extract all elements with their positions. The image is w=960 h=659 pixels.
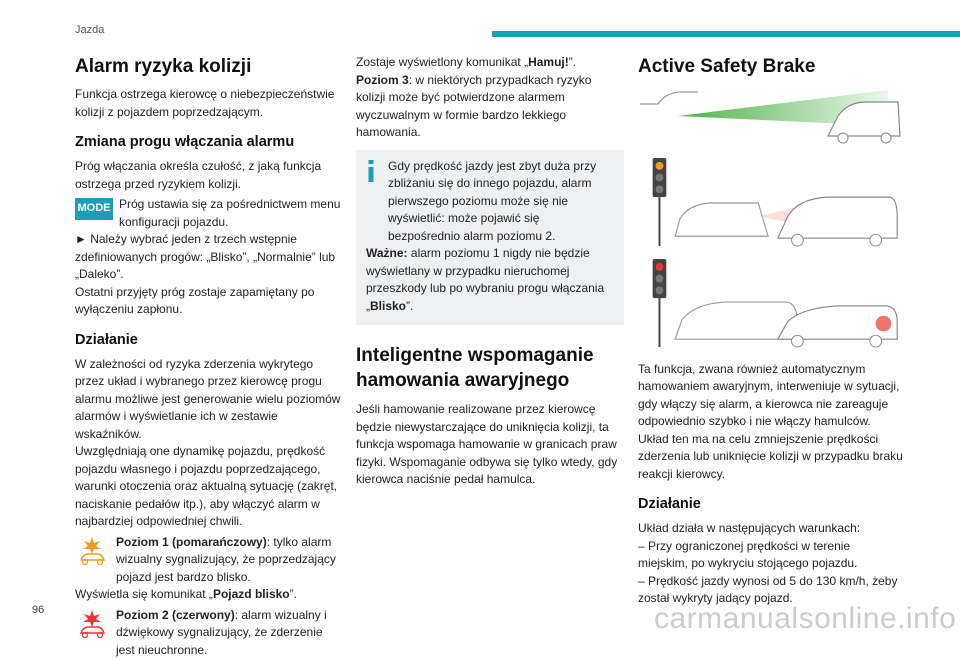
column-braking bbox=[356, 54, 624, 489]
paragraph: Układ działa w następujących warunkach: bbox=[638, 520, 903, 538]
illustration-warning-orange bbox=[638, 158, 904, 248]
info-icon bbox=[366, 160, 376, 182]
level2-text: Poziom 2 (czerwony): alarm wizualny i dźwiękowy sygnalizujący, że zderzenie jest nieuchronne. bbox=[116, 607, 343, 659]
section-title: Jazda bbox=[75, 24, 104, 36]
section-heading-brake-assist: Inteligentne wspomaganie hamowania awaryjnego bbox=[356, 343, 624, 393]
mode-instruction bbox=[75, 196, 343, 231]
page-number: 96 bbox=[32, 604, 44, 616]
paragraph: Ta funkcja, zwana również automatycznym hamowaniem awaryjnym, interweniuje w sytuacji, gdy włączy się alarm, a kierowca nie zareaguje odpowiednio szybko i nie włączy hamulców. bbox=[638, 361, 903, 431]
collision-alert-red-icon bbox=[75, 607, 109, 641]
paragraph: Układ ten ma na celu zmniejszenie prędkości zderzenia lub uniknięcie kolizji w przypadku braku reakcji kierowcy. bbox=[638, 431, 903, 484]
paragraph: W zależności od ryzyka zderzenia wykrytego przez układ i wybranego przez kierowcę progu alarmu możliwe jest generowanie wielu poziomów alarmów i wyświetlanie ich w zestawie wskaźników. bbox=[75, 356, 343, 444]
brake-message: Zostaje wyświetlony komunikat „Hamuj!”. bbox=[356, 54, 624, 72]
paragraph: ► Należy wybrać jeden z trzech wstępnie zdefiniowanych progów: „Blisko”, „Normalnie” lub „Daleko”. bbox=[75, 231, 343, 284]
paragraph: Ostatni przyjęty próg zostaje zapamiętany po wyłączeniu zapłonu. bbox=[75, 284, 343, 319]
subheading-threshold: Zmiana progu włączania alarmu bbox=[75, 133, 343, 152]
subheading-action: Działanie bbox=[75, 331, 343, 350]
info-important: Ważne: alarm poziomu 1 nigdy nie będzie wyświetlany w przypadku nieruchomej przeszkody lub po wybraniu progu włączania „Blisko”. bbox=[366, 245, 614, 315]
paragraph: Jeśli hamowanie realizowane przez kierowcę będzie niewystarczające do uniknięcia kolizji, ta funkcja wspomaga hamowanie w granicach praw fizyki. Wspomaganie odbywa się tylko wtedy, gdy kierowca naciśnie pedał hamulca. bbox=[356, 401, 624, 489]
section-heading: Active Safety Brake bbox=[638, 54, 903, 80]
level3-text: Poziom 3: w niektórych przypadkach ryzyko kolizji może być potwierdzone alarmem wyczuwalnym w formie bardzo lekkiego hamowania. bbox=[356, 72, 624, 142]
paragraph: Próg włączania określa czułość, z jaką funkcja ostrzega przed ryzykiem kolizji. bbox=[75, 158, 343, 193]
paragraph: – Przy ograniczonej prędkości w terenie miejskim, po wykryciu stojącego pojazdu. bbox=[638, 538, 903, 573]
collision-alert-orange-icon bbox=[75, 534, 109, 568]
mode-icon: MODE bbox=[75, 198, 113, 220]
info-box bbox=[356, 150, 624, 326]
watermark: carmanualsonline.info bbox=[654, 602, 956, 636]
paragraph: Uwzględniają one dynamikę pojazdu, prędkość pojazdu własnego i pojazdu poprzedzającego, warunki otoczenia oraz aktualną sytuację (zakręt, naciskanie pedałów itp.), aby włączyć alarm w najbardziej odpowiedniej chwili. bbox=[75, 443, 343, 531]
column-active-safety-brake bbox=[638, 54, 903, 608]
illustration-detection bbox=[638, 86, 904, 146]
subheading-action: Działanie bbox=[638, 495, 903, 514]
level1-message: Wyświetla się komunikat „Pojazd blisko”. bbox=[75, 586, 343, 604]
level1-row bbox=[75, 534, 343, 587]
level1-text: Poziom 1 (pomarańczowy): tylko alarm wizualny sygnalizujący, że poprzedzający pojazd jest bardzo blisko. bbox=[116, 534, 343, 587]
level2-row bbox=[75, 607, 343, 659]
info-text: Gdy prędkość jazdy jest zbyt duża przy zbliżaniu się do innego pojazdu, alarm pierwszego poziomu może się nie wyświetlić: może pojawić się bezpośrednio alarm poziomu 2. bbox=[366, 158, 614, 246]
section-heading: Alarm ryzyka kolizji bbox=[75, 54, 343, 80]
header-accent-bar bbox=[492, 31, 960, 37]
column-collision-alert bbox=[75, 54, 343, 659]
illustration-warning-red bbox=[638, 259, 904, 349]
paragraph: Próg ustawia się za pośrednictwem menu konfiguracji pojazdu. bbox=[119, 196, 343, 231]
intro-text: Funkcja ostrzega kierowcę o niebezpieczeństwie kolizji z pojazdem poprzedzającym. bbox=[75, 86, 343, 121]
paragraph: – Prędkość jazdy wynosi od 5 do 130 km/h, żeby został wykryty jadący pojazd. bbox=[638, 573, 903, 608]
